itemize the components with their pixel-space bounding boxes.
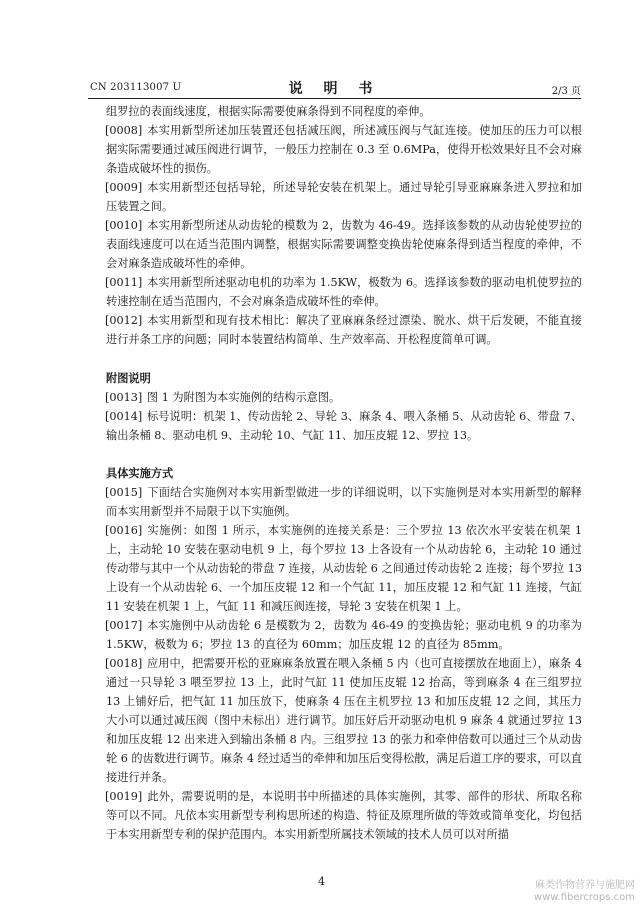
paragraph	[106, 483, 582, 521]
paragraph-number: [0009]	[105, 181, 143, 194]
paragraph-number: [0011]	[105, 276, 143, 289]
paragraph-text: 本实用新型所述从动齿轮的模数为 2，齿数为 46-49。选择该参数的从动齿轮使罗拉的表面线速度可以在适当范围内调整，根据实际需要调整变换齿轮使麻条得到适当程度的牵伸，不会对麻条造成破坏性的牵伸。	[106, 219, 582, 270]
paragraph-text: 图 1 为附图为本实施例的结构示意图。	[147, 391, 341, 404]
paragraph-number: [0019]	[105, 790, 143, 803]
paragraph	[106, 521, 582, 616]
paragraph	[106, 178, 582, 216]
paragraph	[106, 388, 582, 407]
paragraph-number: [0015]	[105, 486, 143, 499]
paragraph-text: 此外，需要说明的是，本说明书中所描述的具体实施例，其零、部件的形状、所取名称等可以不同。凡依本实用新型专利构思所述的构造、特征及原理所做的等效或简单变化，均包括于本实用新型专利的保护范围内。本实用新型所属技术领域的技术人员可以对所描	[106, 790, 582, 841]
watermark-line-2: www.fibercrops.com	[533, 892, 635, 903]
paragraph-number: [0014]	[105, 410, 143, 423]
document-body	[106, 102, 582, 844]
section-heading-embodiment: 具体实施方式	[106, 467, 174, 480]
paragraph-text: 下面结合实施例对本实用新型做进一步的详细说明，以下实施例是对本实用新型的解释而本实用新型并不局限于以下实施例。	[106, 486, 582, 518]
paragraph	[106, 311, 582, 349]
paragraph	[106, 654, 582, 787]
paragraph-number: [0013]	[105, 391, 143, 404]
embodiment-paragraphs	[106, 483, 582, 844]
paragraph-text: 本实施例中从动齿轮 6 是模数为 2，齿数为 46-49 的变换齿轮；驱动电机 9 的功率为 1.5KW，极数为 6；罗拉 13 的直径为 60mm；加压皮辊 12 的直径为 85mm。	[106, 619, 582, 651]
watermark-line-1: 麻类作物营养与施肥网	[535, 880, 635, 891]
header-rule	[88, 98, 581, 99]
paragraph-text: 本实用新型所述加压装置还包括减压阀，所述减压阀与气缸连接。使加压的压力可以根据实际需要通过减压阀进行调节，一般压力控制在 0.3 至 0.6MPa，使得开松效果好且不会对麻条造成破坏性的损伤。	[106, 124, 582, 175]
paragraph-number: [0012]	[105, 314, 143, 327]
paragraph	[106, 407, 582, 445]
paragraph-text: 标号说明：机架 1、传动齿轮 2、导轮 3、麻条 4、喂入条桶 5、从动齿轮 6、带盘 7、输出条桶 8、驱动电机 9、主动轮 10、气缸 11、加压皮辊 12、罗拉 13。	[106, 410, 582, 442]
document-title: 说 明 书	[288, 81, 381, 97]
page-number: 4	[318, 875, 325, 888]
figures-paragraphs	[106, 388, 582, 445]
paragraph-number: [0017]	[105, 619, 143, 632]
watermark	[534, 880, 635, 904]
paragraph	[106, 787, 582, 844]
paragraph-text: 本实用新型和现有技术相比：解决了亚麻麻条经过漂染、脱水、烘干后发硬，不能直接进行并条工序的问题；同时本装置结构简单、生产效率高、开松程度简单可调。	[106, 314, 582, 346]
paragraph-number: [0010]	[105, 219, 143, 232]
paragraph-number: [0016]	[105, 524, 143, 537]
page-header	[88, 78, 581, 98]
paragraph	[106, 102, 582, 121]
paragraph-text: 组罗拉的表面线速度，根据实际需要使麻条得到不同程度的牵伸。	[106, 105, 431, 118]
section-heading-figures: 附图说明	[106, 372, 151, 385]
paragraph-text: 应用中，把需要开松的亚麻麻条放置在喂入条桶 5 内（也可直接摆放在地面上），麻条 4 通过一只导轮 3 喂至罗拉 13 上，此时气缸 11 使加压皮辊 12 抬高，等到麻条 4 在三组罗拉 13 上铺好后，把气缸 11 加压放下，使麻条 4 压在主机罗拉 13 和加压皮辊 12 之间，其压力大小可以通过减压阀（图中未标出）进行调节。加压好后开动驱动电机 9 麻条 4 就通过罗拉 13 和加压皮辊 12 出来进入到输出条桶 8 内。三组罗拉 13 的张力和牵伸倍数可以通过三个从动齿轮 6 的齿数进行调节。麻条 4 经过适当的牵伸和加压后变得松散，满足后道工序的要求，可以直接进行并条。	[106, 657, 582, 784]
page-reference: 2/3 页	[551, 86, 581, 97]
paragraph-text: 实施例：如图 1 所示，本实施例的连接关系是：三个罗拉 13 依次水平安装在机架 1 上，主动轮 10 安装在驱动电机 9 上，每个罗拉 13 上各设有一个从动齿轮 6，主动轮 10 通过传动带与其中一个从动齿轮的带盘 7 连接，从动齿轮 6 之间通过传动齿轮 2 连接；每个罗拉 13 上设有一个从动齿轮 6、一个加压皮辊 12 和一个气缸 11，加压皮辊 12 和气缸 11 连接，气缸 11 安装在机架 1 上，气缸 11 和减压阀连接，导轮 3 安装在机架 1 上。	[106, 524, 582, 613]
intro-paragraphs	[106, 102, 582, 349]
paragraph	[106, 273, 582, 311]
paragraph	[106, 616, 582, 654]
paragraph-text: 本实用新型所述驱动电机的功率为 1.5KW，极数为 6。选择该参数的驱动电机使罗拉的转速控制在适当范围内，不会对麻条造成破坏性的牵伸。	[106, 276, 582, 308]
paragraph	[106, 216, 582, 273]
paragraph	[106, 121, 582, 178]
paragraph-number: [0018]	[105, 657, 143, 670]
paragraph-text: 本实用新型还包括导轮，所述导轮安装在机架上。通过导轮引导亚麻麻条进入罗拉和加压装置之间。	[106, 181, 582, 213]
paragraph-number: [0008]	[105, 124, 143, 137]
publication-number: CN 203113007 U	[90, 82, 182, 93]
